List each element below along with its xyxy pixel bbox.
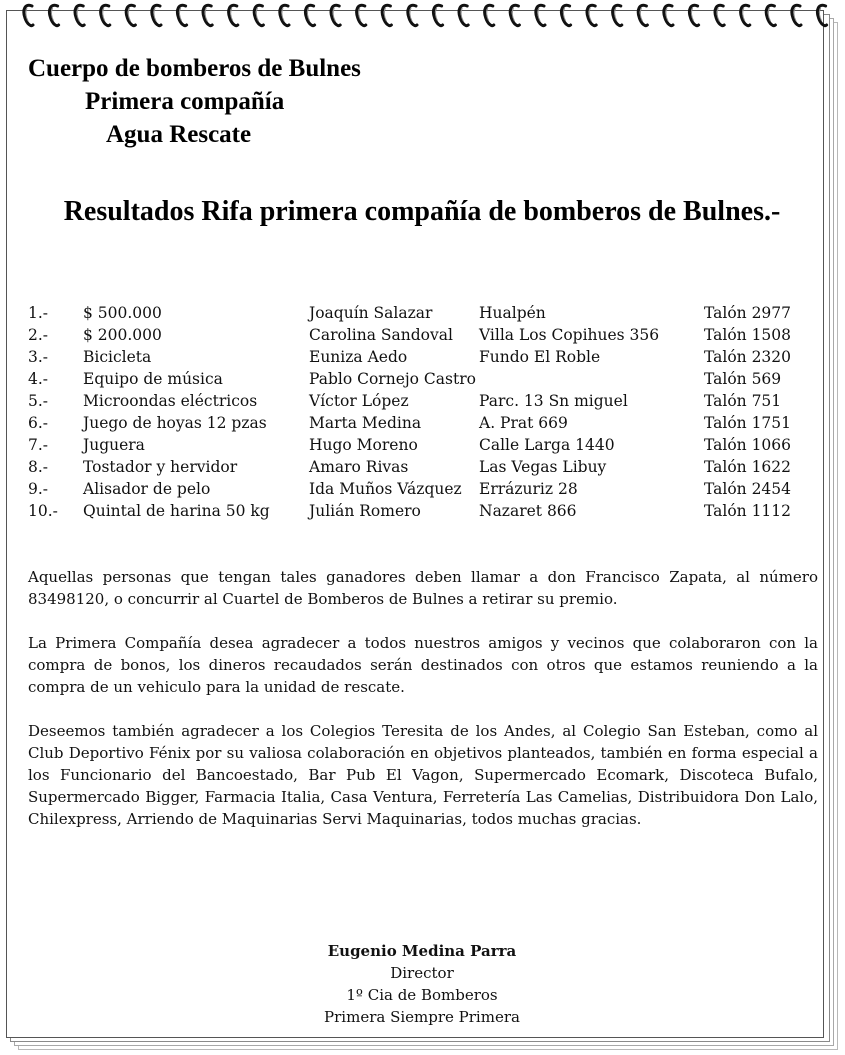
result-prize: Equipo de música: [83, 370, 223, 388]
result-number: 4.-: [28, 370, 49, 388]
binding-ring: [433, 5, 442, 25]
result-prize: Alisador de pelo: [83, 480, 211, 498]
result-ticket: Talón 569: [704, 370, 782, 388]
organization-header: [28, 52, 361, 151]
header-line-1: Cuerpo de bomberos de Bulnes: [28, 55, 361, 82]
binding-ring: [101, 5, 110, 25]
result-winner: Hugo Moreno: [309, 436, 418, 454]
result-location: Hualpén: [479, 304, 546, 322]
binding-ring: [357, 5, 366, 25]
result-number: 2.-: [28, 326, 49, 344]
result-prize: Quintal de harina 50 kg: [83, 502, 270, 520]
binding-ring: [459, 5, 468, 25]
result-winner: Marta Medina: [309, 414, 422, 432]
result-row: [28, 434, 818, 456]
signer-role: Director: [390, 964, 454, 982]
document-title: Resultados Rifa primera compañía de bomberos de Bulnes.-: [63, 196, 781, 227]
result-ticket: Talón 1751: [704, 414, 792, 432]
result-location: Parc. 13 Sn miguel: [479, 392, 628, 410]
signer-name: Eugenio Medina Parra: [327, 942, 517, 960]
result-row: [28, 368, 818, 390]
binding-ring: [382, 5, 391, 25]
result-location: Errázuriz 28: [479, 480, 578, 498]
result-winner: Julián Romero: [309, 502, 421, 520]
result-prize: Juguera: [83, 436, 145, 454]
result-number: 10.-: [28, 502, 58, 520]
result-location: A. Prat 669: [479, 414, 568, 432]
spiral-binding: [0, 0, 845, 34]
notebook-page: [6, 10, 824, 1038]
result-ticket: Talón 1066: [704, 436, 792, 454]
binding-ring: [613, 5, 622, 25]
result-ticket: Talón 2977: [704, 304, 792, 322]
signer-motto: Primera Siempre Primera: [324, 1008, 520, 1026]
result-location: Las Vegas Libuy: [479, 458, 607, 476]
binding-ring: [49, 5, 58, 25]
header-line-2: Primera compañía: [85, 88, 285, 115]
result-number: 6.-: [28, 414, 49, 432]
signature-block: [222, 940, 622, 1028]
result-row: [28, 412, 818, 434]
result-prize: $ 200.000: [83, 326, 162, 344]
result-number: 8.-: [28, 458, 49, 476]
paragraph-thanks-sponsors: Deseemos también agradecer a los Colegios Teresita de los Andes, al Colegio San Esteban, como al Club Deportivo Fénix por su valiosa colaboración en objetivos planteados, también en forma especial a los Funcionario del Bancoestado, Bar Pub El Vagon, Supermercado Ecomark, Discoteca Bufalo, Supermercado Bigger, Farmacia Italia, Casa Ventura, Ferretería Las Camelias, Distribuidora Don Lalo, Chilexpress, Arriendo de Maquinarias Servi Maquinarias, todos muchas gracias.: [28, 722, 818, 828]
result-ticket: Talón 751: [704, 392, 782, 410]
binding-ring: [229, 5, 238, 25]
result-row: [28, 302, 818, 324]
result-row: [28, 456, 818, 478]
result-winner: Joaquín Salazar: [309, 304, 433, 322]
binding-ring: [126, 5, 135, 25]
binding-ring: [664, 5, 673, 25]
result-location: Villa Los Copihues 356: [479, 326, 660, 344]
result-winner: Amaro Rivas: [309, 458, 409, 476]
binding-ring: [280, 5, 289, 25]
binding-ring: [689, 5, 698, 25]
binding-ring: [536, 5, 545, 25]
binding-ring: [510, 5, 519, 25]
result-ticket: Talón 1508: [704, 326, 792, 344]
binding-ring: [75, 5, 84, 25]
binding-ring: [152, 5, 161, 25]
paragraph-thanks-neighbors: La Primera Compañía desea agradecer a todos nuestros amigos y vecinos que colaboraron con la compra de bonos, los dineros recaudados serán destinados con otros que estamos reuniendo a la compra de un vehiculo para la unidad de rescate.: [28, 634, 818, 696]
binding-ring: [408, 5, 417, 25]
signer-unit: 1º Cia de Bomberos: [346, 986, 498, 1004]
result-row: [28, 390, 818, 412]
result-number: 1.-: [28, 304, 49, 322]
binding-ring: [561, 5, 570, 25]
binding-ring: [254, 5, 263, 25]
result-prize: Juego de hoyas 12 pzas: [83, 414, 267, 432]
result-ticket: Talón 2454: [704, 480, 792, 498]
result-number: 3.-: [28, 348, 49, 366]
result-prize: Microondas eléctricos: [83, 392, 258, 410]
binding-ring: [766, 5, 775, 25]
result-number: 9.-: [28, 480, 49, 498]
binding-ring: [638, 5, 647, 25]
binding-ring: [715, 5, 724, 25]
header-line-3: Agua Rescate: [106, 121, 252, 148]
result-prize: Tostador y hervidor: [83, 458, 238, 476]
result-row: [28, 346, 818, 368]
result-prize: Bicicleta: [83, 348, 152, 366]
binding-ring: [817, 5, 826, 25]
paragraph-contact: Aquellas personas que tengan tales ganadores deben llamar a don Francisco Zapata, al número 83498120, o concurrir al Cuartel de Bomberos de Bulnes a retirar su premio.: [28, 568, 818, 608]
result-winner: Víctor López: [309, 392, 409, 410]
binding-ring: [587, 5, 596, 25]
result-ticket: Talón 1622: [704, 458, 792, 476]
result-row: [28, 500, 818, 522]
binding-ring: [741, 5, 750, 25]
result-row: [28, 478, 818, 500]
result-ticket: Talón 1112: [704, 502, 792, 520]
binding-ring: [792, 5, 801, 25]
result-location: Nazaret 866: [479, 502, 577, 520]
result-winner: Pablo Cornejo Castro: [309, 370, 476, 388]
binding-ring: [305, 5, 314, 25]
result-winner: Carolina Sandoval: [309, 326, 453, 344]
binding-ring: [485, 5, 494, 25]
result-location: Calle Larga 1440: [479, 436, 615, 454]
result-ticket: Talón 2320: [704, 348, 792, 366]
binding-ring: [177, 5, 186, 25]
binding-ring: [331, 5, 340, 25]
result-prize: $ 500.000: [83, 304, 162, 322]
binding-ring: [24, 5, 33, 25]
result-number: 7.-: [28, 436, 49, 454]
result-number: 5.-: [28, 392, 49, 410]
result-winner: Ida Muños Vázquez: [309, 480, 462, 498]
result-location: Fundo El Roble: [479, 348, 601, 366]
binding-ring: [203, 5, 212, 25]
raffle-results-list: [28, 302, 818, 522]
result-row: [28, 324, 818, 346]
result-winner: Euniza Aedo: [309, 348, 408, 366]
